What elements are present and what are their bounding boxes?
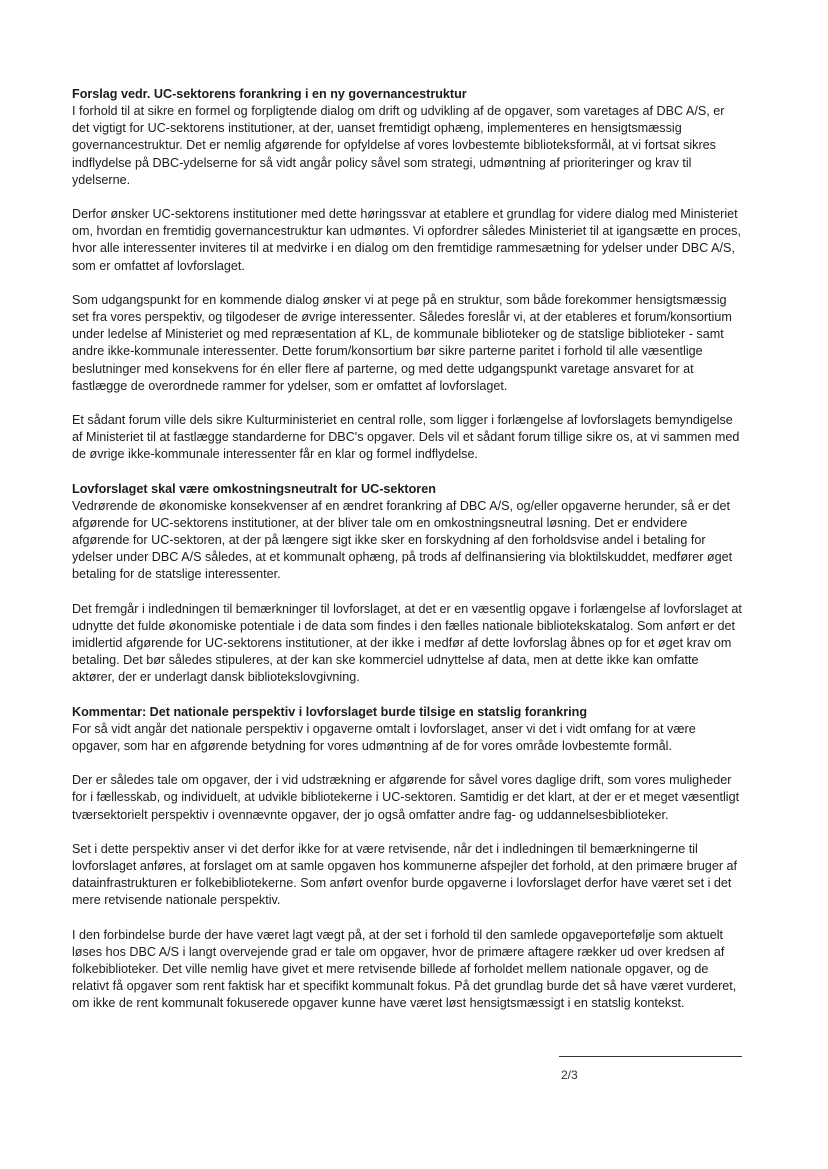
document-page bbox=[72, 86, 744, 1030]
page-number: 2/3 bbox=[561, 1068, 578, 1082]
footer-rule bbox=[559, 1056, 742, 1057]
paragraph: I forhold til at sikre en formel og forpligtende dialog om drift og udvikling af de opgaver, som varetages af DBC A/S, er det vigtigt for UC-sektorens institutioner, at der, uanset fremtidigt ophæng, implementeres en hensigtsmæssig governancestruktur. Det er nemlig afgørende for opfyldelse af vores lovbestemte biblioteksformål, at vi fortsat sikres indflydelse på DBC-ydelserne for så vidt angår policy såvel som strategi, udmøntning af prioriteringer og krav til ydelserne. bbox=[72, 104, 725, 187]
section-national-perspective bbox=[72, 704, 744, 1013]
section-heading: Kommentar: Det nationale perspektiv i lovforslaget burde tilsige en statslig forankring bbox=[72, 704, 588, 719]
paragraph: Der er således tale om opgaver, der i vid udstrækning er afgørende for såvel vores daglige drift, som vores muligheder for i fællesskab, og individuelt, at udvikle bibliotekerne i UC-sektoren. Samtidig er det klart, at der er et meget væsentligt tværsektorielt perspektiv i ovennævnte opgaver, der jo også omfatter andre fag- og uddannelsesbiblioteker. bbox=[72, 773, 740, 822]
section-heading: Lovforslaget skal være omkostningsneutralt for UC-sektoren bbox=[72, 481, 436, 496]
paragraph: I den forbindelse burde der have været lagt vægt på, at der set i forhold til den samlede opgaveportefølje som aktuelt løses hos DBC A/S i langt overvejende grad er tale om opgaver, hvor de primære aftagere rækker ud over kredsen af folkebiblioteker. Det ville nemlig have givet et mere retvisende billede af forholdet mellem nationale opgaver, og de relativt få opgaver som rent faktisk har et specifikt kommunalt fokus. På det grundlag burde det så have været vurderet, om ikke de rent kommunalt fokuserede opgaver kunne have været løst hensigtsmæssigt i en statslig kontekst. bbox=[72, 927, 737, 1011]
section-governance bbox=[72, 86, 744, 464]
paragraph: Set i dette perspektiv anser vi det derfor ikke for at være retvisende, når det i indledningen til bemærkningerne til lovforslaget anføres, at forslaget om at samle opgaven hos kommunerne afspejler det forhold, at den primære bruger af datainfrastrukturen er folkebibliotekerne. Som anført ovenfor burde opgaverne i lovforslaget derfor have været set i det mere retvisende nationale perspektiv. bbox=[72, 841, 738, 908]
paragraph: Det fremgår i indledningen til bemærkninger til lovforslaget, at det er en væsentlig opgave i forlængelse af lovforslaget at udnytte det fulde økonomiske potentiale i de data som findes i den fælles nationale bibliotekskatalog. Som anført er det imidlertid afgørende for UC-sektorens institutioner, at der ikke i medfør af dette lovforslag åbnes op for et øget krav om betaling. Det bør således stipuleres, at der kan ske kommerciel udnyttelse af data, men at dette ikke kan omfatte aktører, der er underlagt dansk bibliotekslovgivning. bbox=[72, 601, 742, 685]
section-heading: Forslag vedr. UC-sektorens forankring i en ny governancestruktur bbox=[72, 87, 467, 101]
paragraph: For så vidt angår det nationale perspektiv i opgaverne omtalt i lovforslaget, anser vi det i vidt omfang for at være opgaver, som har en afgørende betydning for vores udmøntning af de for vores område lovbestemte formål. bbox=[72, 721, 696, 753]
section-cost-neutral bbox=[72, 481, 744, 687]
paragraph: Som udgangspunkt for en kommende dialog ønsker vi at pege på en struktur, som både forekommer hensigtsmæssig set fra vores perspektiv, og tilgodeser de øvrige interessenter. Således foreslår vi, at der etableres et forum/konsortium under ledelse af Ministeriet og med repræsentation af KL, de kommunale biblioteker og de statslige biblioteker - samt andre ikke-kommunale interessenter. Dette forum/konsortium bør sikre parterne paritet i forhold til alle væsentlige beslutninger med konsekvens for én eller flere af parterne, og med dette udgangspunkt varetage ansvaret for at fastlægge de overordnede rammer for ydelser, som er omfattet af lovforslaget. bbox=[72, 292, 732, 393]
paragraph: Vedrørende de økonomiske konsekvenser af en ændret forankring af DBC A/S, og/eller opgaverne herunder, så er det afgørende for UC-sektorens institutioner, at der bliver tale om en omkostningsneutral løsning. Det er endvidere afgørende for UC-sektoren, at der på længere sigt ikke sker en forskydning af den forholdsvise andel i betaling for ydelser under DBC A/S således, at et kommunalt ophæng, på trods af delfinansiering via bloktilskuddet, medfører øget betaling for de statslige interessenter. bbox=[72, 498, 733, 582]
paragraph: Et sådant forum ville dels sikre Kulturministeriet en central rolle, som ligger i forlængelse af lovforslagets bemyndigelse af Ministeriet til at fastlægge standarderne for DBC's opgaver. Dels vil et sådant forum tillige sikre os, at vi sammen med de øvrige ikke-kommunale interessenter får en klar og formel indflydelse. bbox=[72, 413, 740, 462]
paragraph: Derfor ønsker UC-sektorens institutioner med dette høringssvar at etablere et grundlag for videre dialog med Ministeriet om, hvordan en fremtidig governancestruktur kan udmøntes. Vi opfordrer således Ministeriet til at igangsætte en proces, hvor alle interessenter inviteres til at medvirke i en dialog om den fremtidige rammesætning for ydelser under DBC A/S, som er omfattet af lovforslaget. bbox=[72, 207, 741, 273]
